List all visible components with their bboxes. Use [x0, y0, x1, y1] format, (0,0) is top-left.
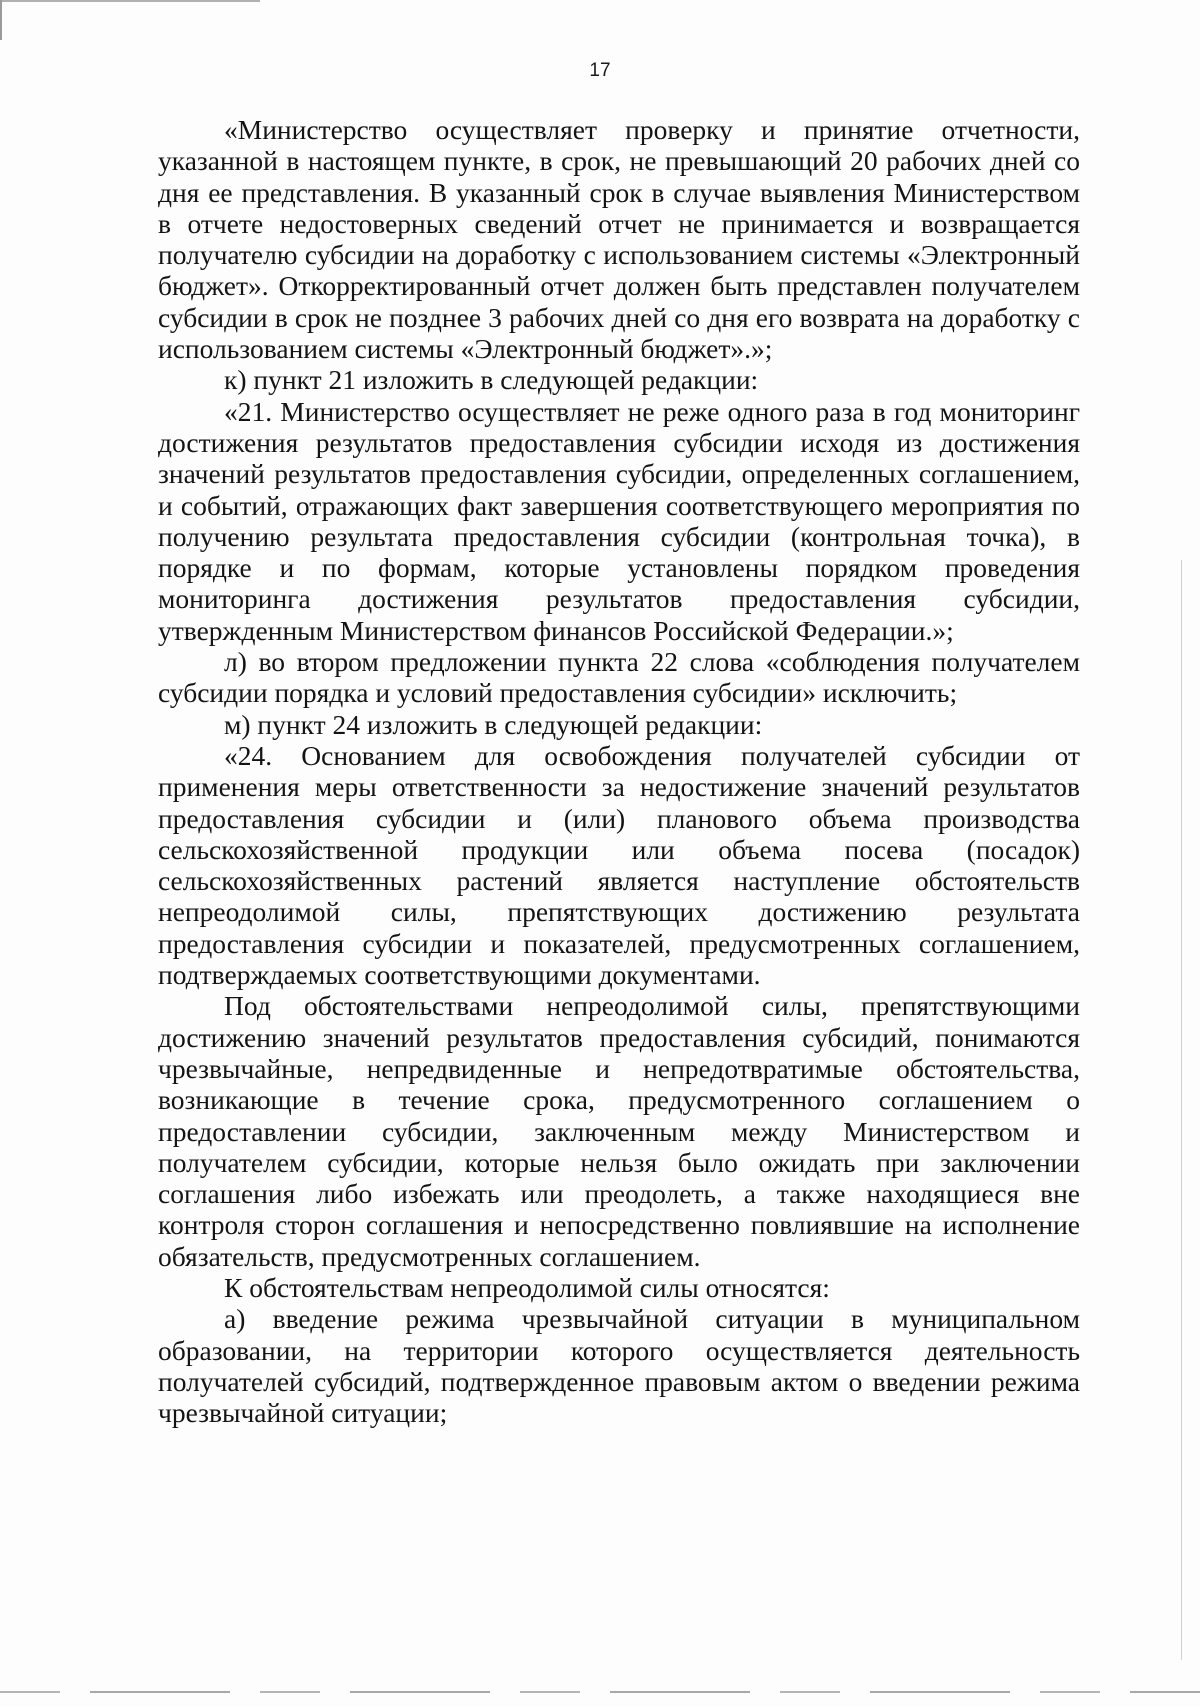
scan-edge-left	[0, 0, 2, 40]
paragraph-report-acceptance: «Министерство осуществляет проверку и принятие отчетности, указанной в настоящем пункте, в срок, не превышающий 20 рабочих дней со дня ее представления. В указанный срок в случае выявления Министерством в отчете недостоверных сведений отчет не принимается и возвращается получателю субсидии на доработку с использованием системы «Электронный бюджет». Откорректированный отчет должен быть представлен получателем субсидии в срок не позднее 3 рабочих дней со дня его возврата на доработку с использованием системы «Электронный бюджет».»;	[158, 114, 1080, 365]
paragraph-force-majeure-definition: Под обстоятельствами непреодолимой силы, препятствующими достижению значений результатов предоставления субсидий, понимаются чрезвычайные, непредвиденные и непредотвратимые обстоятельства, возникающие в течение срока, предусмотренного соглашением о предоставлении субсидии, заключенным между Министерством и получателем субсидии, которые нельзя было ожидать при заключении соглашения либо избежать или преодолеть, а также находящиеся вне контроля сторон соглашения и непосредственно повлиявшие на исполнение обязательств, предусмотренных соглашением.	[158, 990, 1080, 1272]
paragraph-item-k: к) пункт 21 изложить в следующей редакции:	[224, 364, 759, 396]
document-body	[158, 114, 1080, 1428]
scan-edge-top	[0, 0, 260, 2]
scan-edge-right	[1181, 560, 1182, 1660]
scan-edge-bottom	[0, 1691, 1200, 1693]
paragraph-point-21: «21. Министерство осуществляет не реже одного раза в год мониторинг достижения результатов предоставления субсидии исходя из достижения значений результатов предоставления субсидии, определенных соглашением, и событий, отражающих факт завершения соответствующего мероприятия по получению результата предоставления субсидии (контрольная точка), в порядке и по формам, которые установлены порядком проведения мониторинга достижения результатов предоставления субсидии, утвержденным Министерством финансов Российской Федерации.»;	[158, 395, 1080, 646]
paragraph-item-m: м) пункт 24 изложить в следующей редакции:	[224, 708, 763, 740]
paragraph-point-24: «24. Основанием для освобождения получателей субсидии от применения меры ответственности за недостижение значений результатов предоставления субсидии и (или) планового объема производства сельскохозяйственной продукции или объема посева (посадок) сельскохозяйственных растений является наступление обстоятельств непреодолимой силы, препятствующих достижению результата предоставления субсидии и показателей, предусмотренных соглашением, подтверждаемых соответствующими документами.	[158, 739, 1080, 991]
paragraph-item-a: а) введение режима чрезвычайной ситуации в муниципальном образовании, на территории которого осуществляется деятельность получателей субсидий, подтвержденное правовым актом о введении режима чрезвычайной ситуации;	[158, 1303, 1080, 1429]
paragraph-item-l: л) во втором предложении пункта 22 слова «соблюдения получателем субсидии порядка и условий предоставления субсидии» исключить;	[158, 646, 1080, 709]
paragraph-force-majeure-list-intro: К обстоятельствам непреодолимой силы относятся:	[224, 1271, 830, 1303]
page-number: 17	[589, 60, 611, 81]
